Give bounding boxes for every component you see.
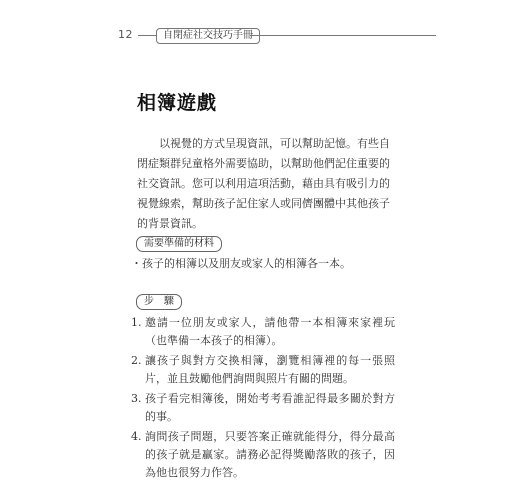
steps-list — [131, 314, 395, 484]
book-title: 自閉症社交技巧手冊 — [156, 28, 260, 44]
header-rule-left — [138, 35, 156, 36]
step-item — [131, 428, 395, 482]
steps-section-label: 步 驟 — [136, 294, 182, 310]
step-text: 邀請一位朋友或家人，請他帶一本相簿來家裡玩（也準備一本孩子的相簿）。 — [145, 316, 395, 347]
materials-item: ・孩子的相簿以及朋友或家人的相簿各一本。 — [131, 257, 351, 270]
step-text: 讓孩子與對方交換相簿，瀏覽相簿裡的每一張照片，並且鼓勵他們詢問與照片有關的問題。 — [145, 354, 395, 385]
step-item — [131, 390, 395, 426]
step-number: 3. — [131, 392, 142, 405]
header-rule-right — [250, 35, 436, 36]
running-header — [118, 28, 438, 44]
page-number: 12 — [118, 28, 133, 41]
step-number: 4. — [131, 430, 142, 443]
chapter-title: 相簿遊戲 — [137, 92, 218, 114]
step-item — [131, 352, 395, 388]
step-item — [131, 314, 395, 350]
materials-section-label: 需要準備的材料 — [136, 236, 222, 252]
step-number: 1. — [131, 316, 142, 329]
step-text: 孩子看完相簿後，開始考考看誰記得最多關於對方的事。 — [145, 392, 395, 423]
intro-paragraph: 以視覺的方式呈現資訊，可以幫助記憶。有些自閉症類群兒童格外需要協助，以幫助他們記住重要的社交資訊。您可以利用這項活動，藉由具有吸引力的視覺線索，幫助孩子記住家人或同儕團體中其他孩子的背景資訊。 — [137, 137, 390, 230]
step-number: 2. — [131, 354, 142, 367]
step-text: 詢問孩子問題，只要答案正確就能得分，得分最高的孩子就是贏家。請務必記得獎勵落敗的孩子，因為他也很努力作答。 — [145, 430, 395, 479]
